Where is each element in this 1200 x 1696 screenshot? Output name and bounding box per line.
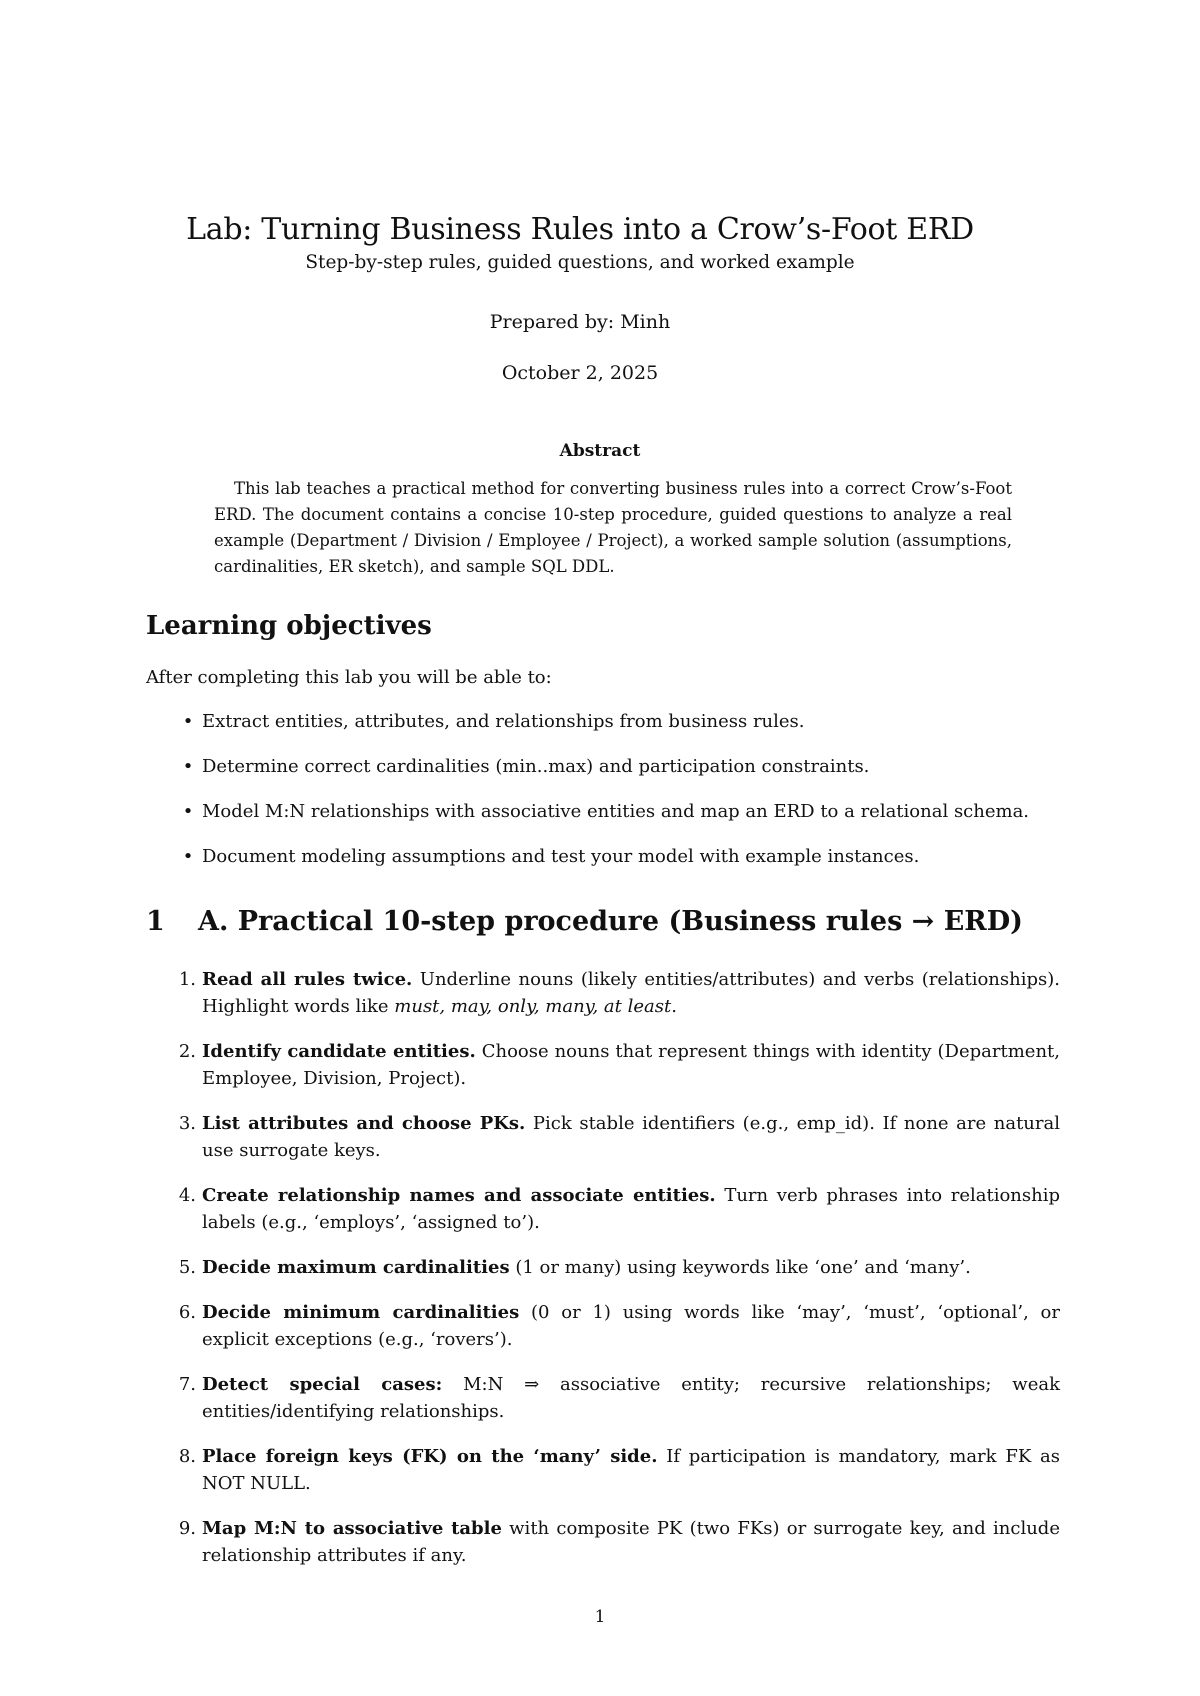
step-number: 6. — [178, 1302, 196, 1323]
step-number: 5. — [178, 1257, 196, 1278]
bullet-icon: • — [182, 846, 194, 867]
list-item — [146, 1299, 1060, 1353]
step-emphasis: must, may, only, many, at least — [394, 996, 672, 1017]
step-lead: Place foreign keys (FK) on the ‘many’ side. — [202, 1446, 658, 1467]
page-number: 1 — [594, 1607, 606, 1627]
step-number: 4. — [178, 1185, 196, 1206]
list-item — [146, 844, 1066, 889]
list-item — [146, 1515, 1060, 1569]
step-lead: Create relationship names and associate entities. — [202, 1185, 716, 1206]
document-date: October 2, 2025 — [501, 362, 659, 384]
list-item — [146, 799, 1066, 844]
step-number: 1. — [178, 969, 196, 990]
step-lead: List attributes and choose PKs. — [202, 1113, 526, 1134]
step-number: 8. — [178, 1446, 196, 1467]
section-number: 1 — [146, 906, 165, 937]
step-text: with composite PK (two FKs) or surrogate key, and include relationship attributes if any. — [202, 1518, 1060, 1566]
document-author: Prepared by: Minh — [489, 311, 671, 333]
step-number: 9. — [178, 1518, 196, 1539]
list-item — [146, 754, 1066, 799]
objective-text: Document modeling assumptions and test your model with example instances. — [202, 846, 920, 867]
abstract-heading: Abstract — [559, 441, 641, 461]
section-heading — [146, 906, 1023, 937]
list-item — [146, 1110, 1060, 1164]
list-item — [146, 1038, 1060, 1092]
step-lead: Map M:N to associative table — [202, 1518, 502, 1539]
step-text: Choose nouns that represent things with identity (Department, Employee, Division, Project). — [202, 1041, 1060, 1089]
bullet-icon: • — [182, 756, 194, 777]
bullet-icon: • — [182, 711, 194, 732]
abstract-text: This lab teaches a practical method for converting business rules into a correct Crow’s-Foot ERD. The document contains a concise 10-step procedure, guided questions to analyze a real example (Department / Division / Employee / Project), a worked sample solution (assumptions, cardinalities, ER sketch), and sample SQL DDL. — [214, 479, 1012, 576]
objective-text: Determine correct cardinalities (min..max) and participation constraints. — [202, 756, 870, 777]
objective-text: Model M:N relationships with associative entities and map an ERD to a relational schema. — [202, 801, 1030, 822]
step-text: (1 or many) using keywords like ‘one’ and ‘many’. — [509, 1257, 971, 1278]
document-subtitle: Step-by-step rules, guided questions, and worked example — [305, 252, 855, 273]
step-number: 7. — [178, 1374, 196, 1395]
list-item — [146, 1182, 1060, 1236]
list-item — [146, 1443, 1060, 1497]
step-lead: Identify candidate entities. — [202, 1041, 476, 1062]
step-text: If participation is mandatory, mark FK as NOT NULL. — [202, 1446, 1060, 1494]
steps-list — [146, 966, 1060, 1587]
step-text-end: . — [671, 996, 677, 1017]
step-text: Turn verb phrases into relationship labels (e.g., ‘employs’, ‘assigned to’). — [202, 1185, 1061, 1233]
step-text: (0 or 1) using words like ‘may’, ‘must’, ‘optional’, or explicit exceptions (e.g., ‘rovers’). — [202, 1302, 1060, 1350]
list-item — [146, 1371, 1060, 1425]
step-lead: Detect special cases: — [202, 1374, 443, 1395]
step-number: 3. — [178, 1113, 196, 1134]
bullet-icon: • — [182, 801, 194, 822]
section-title: A. Practical 10-step procedure (Business rules → ERD) — [198, 906, 1023, 937]
step-text: Underline nouns (likely entities/attributes) and verbs (relationships). Highlight words like — [202, 969, 1060, 1017]
step-lead: Decide minimum cardinalities — [202, 1302, 520, 1323]
objectives-lead: After completing this lab you will be able to: — [146, 667, 552, 688]
step-text: M:N ⇒ associative entity; recursive relationships; weak entities/identifying relationships. — [202, 1374, 1060, 1422]
step-text: Pick stable identifiers (e.g., emp_id). If none are natural use surrogate keys. — [202, 1113, 1060, 1161]
list-item — [146, 1254, 1060, 1281]
list-item — [146, 966, 1060, 1020]
step-lead: Decide maximum cardinalities — [202, 1257, 510, 1278]
document-title: Lab: Turning Business Rules into a Crow’s-Foot ERD — [186, 212, 974, 247]
objectives-heading: Learning objectives — [146, 611, 432, 641]
list-item — [146, 709, 1066, 754]
step-lead: Read all rules twice. — [202, 969, 413, 990]
step-number: 2. — [178, 1041, 196, 1062]
objective-text: Extract entities, attributes, and relationships from business rules. — [202, 711, 805, 732]
objectives-list — [146, 709, 1066, 889]
